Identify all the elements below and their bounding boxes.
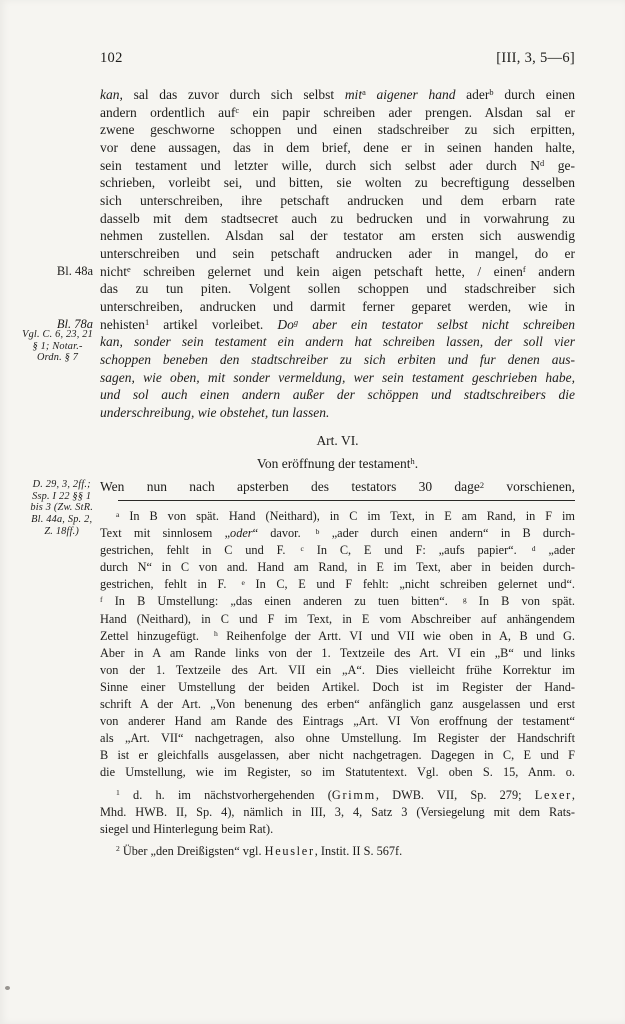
text-line: andern ordentlich auf$^c$ ein papir schreiben ader prengen. Alsdan sal er	[100, 104, 576, 120]
text-line: Bl. 78a nehisten$^1$ artikel vorleibet. Do$^g$ aber ein testator selbst nicht schreiben	[56, 316, 576, 332]
text-line: das zu tun piten. Volgent sollen schoppen und stadschreiber sich	[100, 281, 575, 297]
footnote-rule	[118, 500, 575, 501]
text-line: Bl. 48a nicht$^e$ schreiben gelernet und kein aigen petschaft hette, / einen$^f$ andern	[56, 263, 575, 279]
text-line: gestrichen, fehlt in C und F. $^c$ In C, E und F: „aufs papier“. $^d$ „ader	[100, 543, 576, 558]
footnotes-column	[100, 508, 575, 860]
text-line: schrieben, vorleibt sei, und bitten, sie wolten zu becreftigung desselben	[100, 175, 575, 191]
text-line: dasselb mit dem stadtsecret auch zu bedrucken und in vorwahrung zu	[100, 210, 575, 226]
text-line: von anderer Hand am Rande des Eintrags „Art. VI Von eroffnung der testament“	[100, 714, 575, 729]
text-line: vor dene aussagen, das in dem brief, dene er in seinen handen halte,	[100, 139, 575, 155]
text-line: kan, sal das zuvor durch sich selbst mit$^a$ aigener hand ader$^b$ durch einen	[100, 87, 576, 102]
margin-note-line: Bl. 78a	[56, 316, 93, 331]
margin-note-line: D. 29, 3, 2ff.;	[32, 479, 91, 491]
text-line: nehmen zustellen. Alsdan sal der testator am ersten sich auswendig	[100, 228, 575, 244]
text-line: Text mit sinnlosem „oder“ davor. $^b$ „ader durch einen andern“ in B durch-	[100, 526, 575, 541]
text-line: Hand (Neithard), in C und F im Text, in E vom Abschreiber auf anhängendem	[100, 611, 575, 626]
text-line: schrift A der Art. „Von benenung des erben“ anfänglich ganz ausgelassen und erst	[100, 697, 575, 712]
text-line: $^a$ In B von spät. Hand (Neithard), in C im Text, in E am Rand, in F im	[116, 509, 575, 523]
text-line: die Umstellung, wie im Register, so im Statutentext. Vgl. oben S. 15, Anm. o.	[100, 765, 575, 780]
text-line: underschreibung, wie obstehet, tun lassen.	[100, 404, 330, 420]
text-line: sein testament und letzter wille, durch sich selbst ader durch $N^d$ ge-	[100, 157, 575, 173]
text-line: sich unterschreiben, ihre petschaft andrucken und dem erbarn rate	[100, 192, 575, 208]
margin-note-line: § 1; Notar.-	[32, 340, 83, 352]
text-line: als „Art. VII“ nachgetragen, also ohne Umstellung. Im Register der Handschrift	[100, 731, 575, 746]
text-line: schoppen beneben den stadtschreiber zu sich erbiten und fur denen aus-	[100, 351, 575, 367]
text-line: $^f$ In B Umstellung: „das einen anderen zu tuen bitten“. $^g$ In B von spät.	[100, 594, 575, 609]
text-line: siegel und Hinterlegung beim Rat).	[100, 821, 274, 836]
margin-note-line: Bl. 44a, Sp. 2,	[31, 514, 93, 526]
text-line: Sinne einer Umstellung der beiden Artikel. Doch ist im Register der Hand-	[100, 679, 575, 694]
text-line: Mhd. HWB. II, Sp. 4), nämlich in III, 3, 4, Satz 3 (Versiegelung mit dem Rats-	[100, 804, 575, 819]
margin-note	[57, 264, 93, 278]
header-citation: [III, 3, 5—6]	[496, 50, 575, 66]
margin-note-line: Ordn. § 7	[36, 352, 79, 364]
margin-note	[30, 479, 93, 537]
page-number: 102	[100, 50, 123, 66]
article-subheading: Von eröffnung der testament$^h$.	[256, 455, 419, 471]
text-line: Vgl. C. 6, 23, 21 § 1; Notar.- Ordn. § 7 kan, sonder sein testament ein andern hat schreiben lassen, der soll vier	[22, 329, 575, 364]
margin-note-line: Ssp. I 22 §§ 1	[32, 490, 92, 502]
article-first-line: D. 29, 3, 2ff.; Ssp. I 22 §§ 1 bis 3 (Zw. StR. Bl. 44a, Sp. 2, Z. 18ff.) Wen nun nach apsterben des testators 30 dage$^2$ vorschienen,	[30, 479, 575, 537]
article-heading: Art. VI.	[316, 433, 359, 449]
text-line: durch N“ in C von and. Hand am Rand, in E im Text, aber in beiden durch-	[100, 560, 575, 575]
text-line: zwene geschworne schoppen und einen stadschreiber zu sich erpitten,	[100, 122, 575, 138]
margin-note	[22, 329, 93, 364]
text-line: Aber in A am Rande links von der 1. Textzeile des Art. VI ein „B“ und links	[100, 645, 575, 660]
scan-speckle	[5, 986, 10, 990]
text-line: und sol auch einen andern außer der schöppen und stadtschreibers die	[100, 387, 575, 403]
margin-note-line: Z. 18ff.)	[44, 525, 80, 537]
running-header	[100, 50, 575, 67]
text-line: $^2$ Über „den Dreißigsten“ vgl. Heusler, Instit. II S. 567f.	[116, 843, 403, 858]
margin-note-line: Bl. 48a	[56, 263, 93, 278]
margin-note-line: Vgl. C. 6, 23, 21	[22, 329, 93, 341]
text-line: $^1$ d. h. im nächstvorhergehenden (Grimm, DWB. VII, Sp. 279; Lexer,	[116, 787, 575, 802]
text-line: sagen, wie oben, mit sonder vermeldung, wer sein testament geschrieben habe,	[100, 369, 575, 385]
text-line: unterschreiben und sein petschaft andrucken ader in mangel, do er	[100, 245, 575, 261]
text-line: von der 1. Textzeile des Art. VII ein „A“. Dies vielleicht frühe Korrektur im	[100, 662, 575, 677]
margin-note-line: bis 3 (Zw. StR.	[30, 502, 93, 514]
text-line: gestrichen, fehlt in F. $^e$ In C, E und F fehlt: „nicht schreiben gelernet und“.	[100, 577, 576, 592]
text-line: unterschreiben, andrucken und darmit ferner geparet werden, wie in	[100, 298, 575, 314]
text-line: Zettel hinzugefügt. $^h$ Reihenfolge der Artt. VI und VII wie oben in A, B und G.	[100, 628, 575, 643]
text-line: B ist er gleichfalls ausgelassen, aber nicht nachgetragen. Dagegen in C, E und F	[100, 748, 575, 763]
